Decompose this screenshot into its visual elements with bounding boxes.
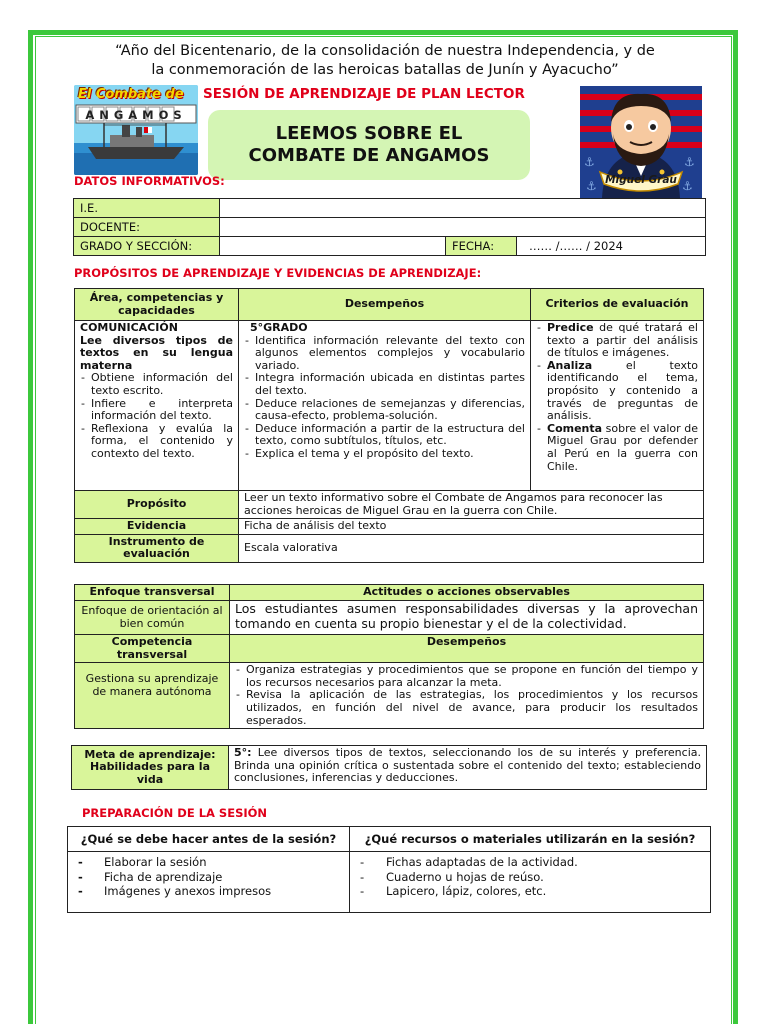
recursos-cell	[350, 852, 711, 913]
list-item: - Integra información ubicada en distintas partes del texto.	[244, 372, 525, 397]
svg-text:⚓: ⚓	[584, 155, 595, 169]
desempenos-list	[244, 335, 525, 461]
list-item: - Cuaderno u hojas de reúso.	[360, 869, 544, 884]
propositos-table	[74, 288, 704, 563]
ie-label: I.E.	[74, 199, 220, 218]
criterio-verb: Predice	[547, 321, 594, 334]
title-line-1: LEEMOS SOBRE EL	[275, 123, 463, 144]
logo-angamos: ANGAMOS	[85, 108, 187, 122]
list-item: - Explica el tema y el propósito del texto.	[244, 448, 525, 461]
list-item: - Fichas adaptadas de la actividad.	[360, 855, 578, 869]
desempenos-cell	[239, 321, 531, 491]
preparacion-heading: PREPARACIÓN DE LA SESIÓN	[82, 806, 268, 820]
list-item: - Lapicero, lápiz, colores, etc.	[360, 884, 547, 898]
criterios-list	[536, 322, 698, 473]
preparacion-table	[67, 826, 711, 913]
list-item: - Imágenes y anexos impresos	[78, 884, 272, 898]
proposito-value: Leer un texto informativo sobre el Combate de Angamos para reconocer las acciones heroicas de Miguel Grau en la guerra con Chile.	[239, 491, 704, 519]
list-item-text: Lapicero, lápiz, colores, etc.	[386, 884, 547, 898]
criterio-text: el texto identificando el tema, propósito y contenido a través de preguntas de análisis.	[547, 358, 698, 423]
list-item	[536, 322, 698, 360]
list-item: - Reflexiona y evalúa la forma, el contenido y contexto del texto.	[80, 423, 233, 461]
grado-value[interactable]	[220, 237, 446, 256]
area-name: COMUNICACIÓN	[80, 321, 178, 334]
logo-caption: Miguel Grau	[605, 174, 677, 186]
criterio-text: sobre el valor de Miguel Grau por defender al Perú en la guerra con Chile.	[547, 421, 698, 473]
grado-label: GRADO Y SECCIÓN:	[74, 237, 220, 256]
list-item: - Deduce información a partir de la estructura del texto, como subtítulos, títulos, etc.	[244, 423, 525, 448]
svg-text:⚓: ⚓	[682, 179, 693, 193]
competencia-name: Lee diversos tipos de textos en su lengua materna	[80, 333, 233, 372]
datos-heading: DATOS INFORMATIVOS:	[74, 174, 225, 188]
enfoque-header: Enfoque transversal	[75, 585, 230, 601]
antes-list	[78, 855, 339, 899]
antes-cell	[68, 852, 350, 913]
col-area-header: Área, competencias y capacidades	[75, 289, 239, 321]
enfoque-table	[74, 584, 704, 729]
quote-line-2: la conmemoración de las heroicas batallas de Junín y Ayacucho”	[151, 62, 619, 78]
criterio-text: de qué tratará el texto a partir del análisis de títulos e imágenes.	[547, 321, 698, 360]
recursos-header: ¿Qué recursos o materiales utilizarán en la sesión?	[350, 827, 711, 852]
instrumento-value: Escala valorativa	[239, 534, 704, 562]
criterios-cell	[531, 321, 704, 491]
fecha-label: FECHA:	[446, 237, 517, 256]
docente-value[interactable]	[220, 218, 706, 237]
miguel-grau-image	[580, 86, 702, 198]
list-item: - Obtiene información del texto escrito.	[80, 372, 233, 397]
header-quote	[60, 42, 710, 80]
meta-cell	[229, 746, 707, 790]
docente-label: DOCENTE:	[74, 218, 220, 237]
logo-title: El Combate de	[78, 87, 184, 102]
desempenos-transversal-header: Desempeños	[230, 635, 704, 663]
meta-label: Meta de aprendizaje: Habilidades para la vida	[72, 746, 229, 790]
session-heading: SESIÓN DE APRENDIZAJE DE PLAN LECTOR	[203, 86, 525, 102]
svg-text:⚓: ⚓	[586, 179, 597, 193]
enfoque-name: Enfoque de orientación al bien común	[75, 601, 230, 635]
proposito-label: Propósito	[75, 491, 239, 519]
list-item: - Infiere e interpreta información del texto.	[80, 398, 233, 423]
quote-line-1: “Año del Bicentenario, de la consolidación de nuestra Independencia, y de	[115, 43, 655, 59]
competencia-transversal-name: Gestiona su aprendizaje de manera autónoma	[75, 663, 230, 729]
area-cell	[75, 321, 239, 491]
list-item: - Elaborar la sesión	[78, 855, 207, 869]
list-item-text: Fichas adaptadas de la actividad.	[386, 855, 578, 869]
svg-text:⚓: ⚓	[684, 155, 695, 169]
list-item	[536, 360, 698, 423]
ie-value[interactable]	[220, 199, 706, 218]
list-item-text: Elaborar la sesión	[104, 855, 207, 869]
meta-text: Lee diversos tipos de textos, seleccionando los de su interés y preferencia. Brinda una opinión crítica o sustentada sobre el contenido del texto; estableciendo conclusiones, inferencias y deducciones.	[234, 746, 701, 784]
evidencia-label: Evidencia	[75, 519, 239, 535]
criterio-verb: Comenta	[547, 421, 603, 435]
meta-grade: 5°:	[234, 746, 252, 759]
list-item: - Organiza estrategias y procedimientos que se propone en función del tiempo y los recursos necesarios para alcanzar la meta.	[235, 664, 698, 689]
competencia-transversal-list	[235, 664, 698, 727]
instrumento-label: Instrumento de evaluación	[75, 534, 239, 562]
actitudes-header: Actitudes o acciones observables	[230, 585, 704, 601]
list-item-text: Imágenes y anexos impresos	[104, 884, 272, 898]
list-item: - Deduce relaciones de semejanzas y diferencias, causa-efecto, problema-solución.	[244, 398, 525, 423]
list-item: - Identifica información relevante del texto con algunos elementos complejos y vocabulario variado.	[244, 335, 525, 373]
col-desempenos-header: Desempeños	[239, 289, 531, 321]
competencia-transversal-header: Competencia transversal	[75, 635, 230, 663]
session-title	[208, 110, 530, 180]
evidencia-value: Ficha de análisis del texto	[239, 519, 704, 535]
list-item: - Ficha de aprendizaje	[78, 869, 223, 884]
capacidades-list	[80, 372, 233, 460]
recursos-list	[360, 855, 700, 899]
meta-table	[71, 745, 707, 790]
grado-name: 5°GRADO	[250, 321, 308, 334]
list-item-text: Ficha de aprendizaje	[104, 869, 223, 884]
enfoque-text: Los estudiantes asumen responsabilidades diversas y la aprovechan tomando en cuenta su propio bienestar y el de la colectividad.	[230, 601, 704, 635]
list-item	[536, 423, 698, 473]
criterio-verb: Analiza	[547, 358, 593, 372]
propositos-heading: PROPÓSITOS DE APRENDIZAJE Y EVIDENCIAS DE APRENDIZAJE:	[74, 266, 482, 280]
list-item: - Revisa la aplicación de las estrategias, los procedimientos y los recursos utilizados, en función del nivel de avance, para producir los resultados esperados.	[235, 689, 698, 727]
col-criterios-header: Criterios de evaluación	[531, 289, 704, 321]
fecha-value: …… /…… / 2024	[517, 237, 706, 256]
title-line-2: COMBATE DE ANGAMOS	[248, 145, 490, 166]
antes-header: ¿Qué se debe hacer antes de la sesión?	[68, 827, 350, 852]
combate-angamos-logo	[74, 85, 198, 175]
list-item-text: Cuaderno u hojas de reúso.	[386, 869, 544, 884]
datos-table	[73, 198, 706, 256]
competencia-transversal-cell	[230, 663, 704, 729]
